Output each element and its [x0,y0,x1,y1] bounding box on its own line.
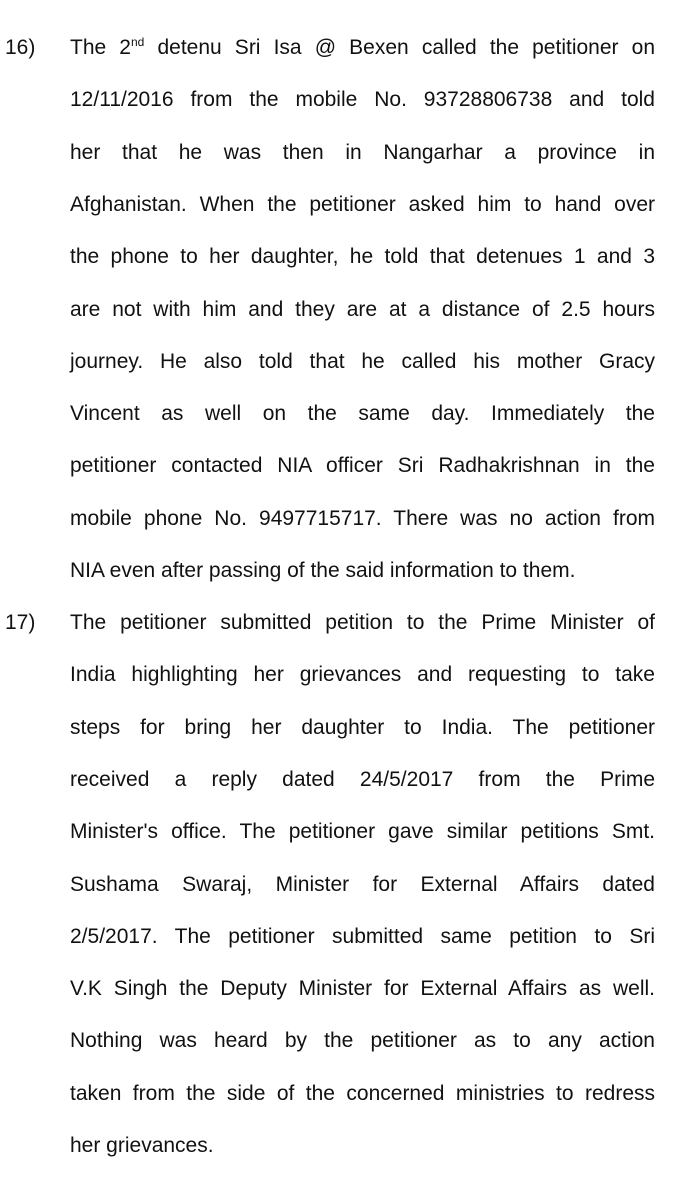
paragraph-line: mobile phone No. 9497715717. There was no action from [70,506,655,530]
paragraph-line: are not with him and they are at a distance of 2.5 hours [70,297,655,321]
paragraph-line: Vincent as well on the same day. Immediately the [70,402,655,426]
paragraph-line: the phone to her daughter, he told that detenues 1 and 3 [70,245,655,269]
paragraph-line: The petitioner submitted petition to the Prime Minister of [70,611,655,634]
paragraph-line: her that he was then in Nangarhar a province in [70,140,655,164]
paragraph-line: petitioner contacted NIA officer Sri Radhakrishnan in the [70,454,655,478]
paragraph-line: her grievances. [70,1134,214,1157]
ordinal-superscript: nd [130,35,145,49]
paragraph-line: Afghanistan. When the petitioner asked him to hand over [70,192,655,216]
paragraph-line: received a reply dated 24/5/2017 from the Prime [70,767,655,791]
paragraph-line: taken from the side of the concerned ministries to redress [70,1081,655,1105]
paragraph-line: 12/11/2016 from the mobile No. 93728806738 and told [70,88,655,112]
paragraph-line: 2/5/2017. The petitioner submitted same petition to Sri [70,924,655,948]
paragraph-line: Minister's office. The petitioner gave similar petitions Smt. [70,820,655,844]
paragraph-line: India highlighting her grievances and requesting to take [70,663,655,687]
paragraph-line [70,22,655,74]
paragraph-line: steps for bring her daughter to India. The petitioner [70,715,655,739]
paragraph-line: V.K Singh the Deputy Minister for External Affairs as well. [70,977,655,1001]
paragraph-number: 17) [5,611,36,634]
line-text: The 2 [70,36,131,59]
paragraph-number: 16) [5,36,36,59]
paragraph-line: Sushama Swaraj, Minister for External Affairs dated [70,872,655,896]
paragraph-line: NIA even after passing of the said information to them. [70,559,576,582]
paragraph-line: Nothing was heard by the petitioner as to any action [70,1029,655,1053]
paragraph-line: journey. He also told that he called his mother Gracy [70,349,655,373]
line-text: detenu Sri Isa @ Bexen called the petitioner on [144,36,655,59]
